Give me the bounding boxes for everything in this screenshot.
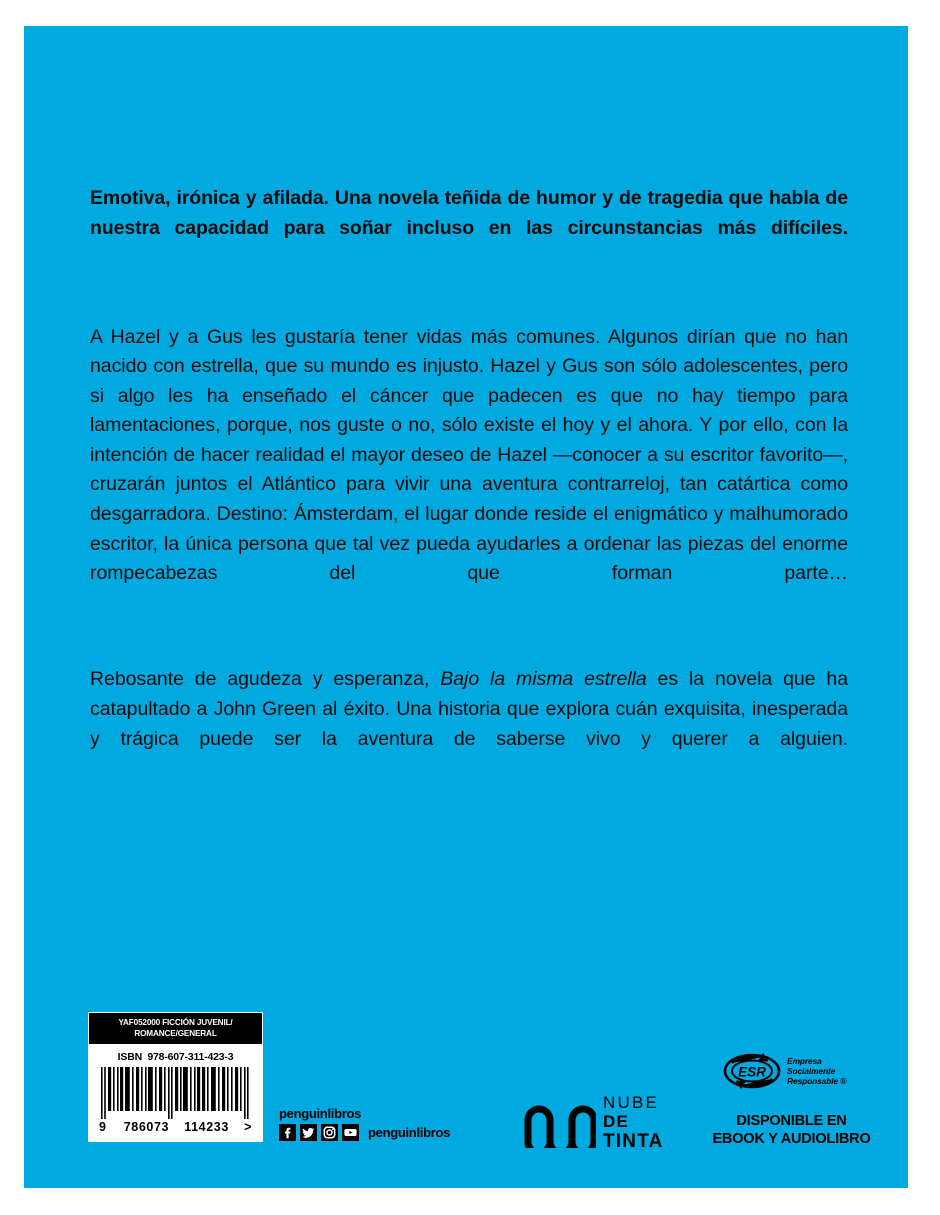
publisher-name-line-2: DE (603, 1112, 630, 1131)
svg-text:ESR: ESR (738, 1064, 766, 1080)
spacer (90, 618, 848, 665)
spacer (90, 273, 848, 323)
facebook-icon[interactable] (279, 1124, 296, 1141)
synopsis-paragraph: A Hazel y a Gus les gustaría tener vidas más comunes. Algunos dirían que no han nacido con estrella, que su mundo es injusto. Hazel y Gus son sólo adolescentes, pero si algo les ha enseñado el cáncer que padecen es que no hay tiempo para lamentaciones, porque, nos guste o no, sólo existe el hoy y el ahora. Y por ello, con la intención de hacer realidad el mayor deseo de Hazel —conocer a su escritor favorito—, cruzarán juntos el Atlántico para vivir una aventura contrarreloj, tan catártica como desgarradora. Destino: Ámsterdam, el lugar donde reside el enigmático y malhumorado escritor, la única persona que tal vez pueda ayudarles a ordenar las piezas del enorme rompecabezas del que forman parte… (90, 325, 848, 585)
nube-de-tinta-logo (523, 1094, 664, 1151)
praise-text-tail: es la novela que ha catapultado a John Green al éxito. Una historia que explora cuán exquisita, inesperada y trágica puede ser la aventura de saberse vivo y querer a alguien. (90, 668, 848, 750)
nube-de-tinta-wordmark (603, 1094, 664, 1151)
penguinlibros-block (279, 1106, 450, 1141)
esr-caption-line-3: Responsable ® (787, 1076, 847, 1086)
nube-de-tinta-wave-mark-icon (523, 1098, 596, 1148)
esr-logo-icon (723, 1052, 781, 1090)
availability-notice (699, 1113, 884, 1148)
ean-group-left: 786073 (123, 1120, 170, 1134)
availability-line-2: EBOOK Y AUDIOLIBRO (712, 1130, 871, 1147)
bisac-line-2: ROMANCE/GENERAL (134, 1028, 217, 1038)
isbn-value: 978-607-311-423-3 (147, 1051, 234, 1063)
praise-paragraph (90, 665, 848, 783)
ean13-barcode-bars (101, 1067, 252, 1119)
publisher-name-line-1: NUBE (603, 1093, 660, 1112)
esr-certification-block (723, 1052, 846, 1090)
youtube-icon[interactable] (342, 1124, 359, 1141)
bisac-line-1: YAF052000 FICCIÓN JUVENIL/ (118, 1018, 233, 1027)
penguinlibros-wordmark: penguinlibros (279, 1106, 362, 1121)
social-media-row (279, 1124, 450, 1141)
esr-caption (787, 1056, 846, 1086)
ean-trailing-symbol: > (244, 1120, 252, 1134)
ean-digits (89, 1119, 262, 1141)
esr-caption-line-2: Socialmente (787, 1066, 836, 1076)
book-title-italic: Bajo la misma estrella (440, 668, 647, 691)
isbn-line (89, 1044, 262, 1067)
ean-group-right: 114233 (184, 1120, 229, 1134)
bisac-category-bar (89, 1013, 262, 1044)
twitter-icon[interactable] (300, 1124, 317, 1141)
penguinlibros-handle: penguinlibros (368, 1125, 451, 1140)
ean-lead-digit: 9 (99, 1120, 107, 1134)
instagram-icon[interactable] (321, 1124, 338, 1141)
praise-text-lead: Rebosante de agudeza y esperanza, (90, 668, 441, 691)
esr-caption-line-1: Empresa (787, 1056, 822, 1066)
barcode-block (88, 1012, 263, 1142)
lede-paragraph: Emotiva, irónica y afilada. Una novela teñida de humor y de tragedia que habla de nuestra capacidad para soñar incluso en las circunstancias más difíciles. (90, 187, 848, 239)
publisher-name-line-3: TINTA (603, 1131, 664, 1152)
availability-line-1: DISPONIBLE EN (736, 1113, 847, 1129)
blurb-text-column (90, 184, 848, 784)
isbn-label: ISBN (117, 1051, 142, 1063)
book-back-cover (24, 26, 908, 1188)
